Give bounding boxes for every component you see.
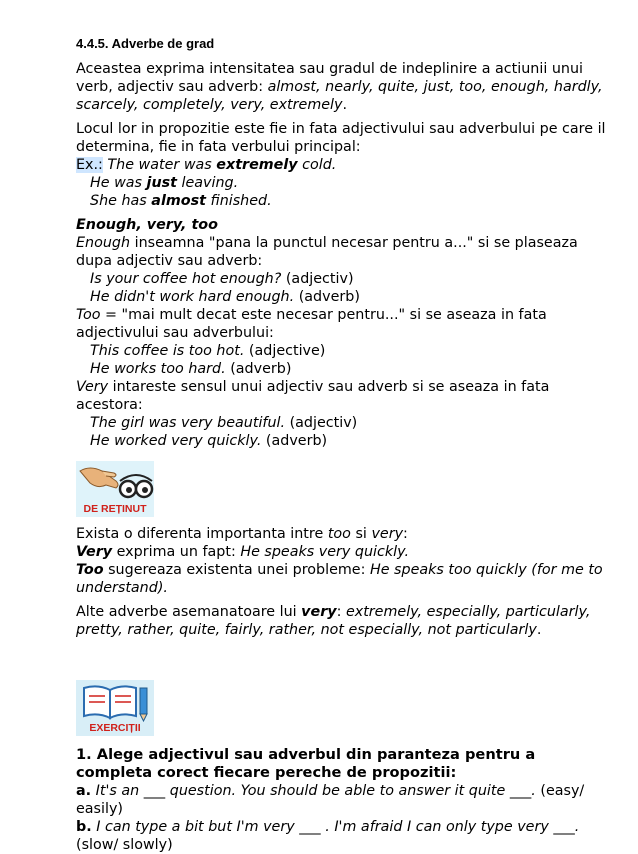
exercitii-label: EXERCIȚII — [89, 722, 141, 734]
very-example-1: The girl was very beautiful. (adjectiv) — [90, 415, 358, 431]
intro-paragraph: Aceastea exprima intensitatea sau gradul de indeplinire a actiunii unui verb, adjectiv sau adverb: almost, nearly, quite, just, too, enough, hardly, scarcely, completely, very, extremely. — [76, 61, 603, 113]
very-fact-line: Very exprima un fapt: He speaks very quickly. — [76, 544, 410, 560]
exercise-item-b: b. I can type a bit but I'm very ___ . I'm afraid I can only type very ___. (slow/ slowly) — [76, 819, 580, 853]
enough-very-too-title: Enough, very, too — [76, 217, 218, 233]
document-page — [76, 36, 606, 854]
very-definition: Very intareste sensul unui adjectiv sau adverb si se aseaza in fata acestora: — [76, 379, 550, 413]
de-retinut-badge — [76, 461, 154, 517]
too-example-2: He works too hard. (adverb) — [90, 361, 292, 377]
other-adverbs-line: Alte adverbe asemanatoare lui very: extremely, especially, particularly, pretty, rather, quite, fairly, rather, not especially, not particularly. — [76, 604, 591, 638]
difference-line: Exista o diferenta importanta intre too si very: — [76, 526, 408, 542]
ex-label: Ex.: — [76, 157, 103, 173]
enough-example-2: He didn't work hard enough. (adverb) — [90, 289, 360, 305]
book-pencil-icon — [76, 680, 154, 722]
enough-example-1: Is your coffee hot enough? (adjectiv) — [90, 271, 354, 287]
very-example-2: He worked very quickly. (adverb) — [90, 433, 328, 449]
enough-definition: Enough inseamna "pana la punctul necesar pentru a..." si se plaseaza dupa adjectiv sau adverb: — [76, 235, 578, 269]
de-retinut-label: DE REȚINUT — [83, 503, 147, 515]
too-definition: Too = "mai mult decat este necesar pentru..." si se aseaza in fata adjectivului sau adverbului: — [76, 307, 547, 341]
pointing-hand-glasses-icon — [76, 461, 154, 503]
example-line-2: He was just leaving. — [90, 175, 239, 191]
position-paragraph: Locul lor in propozitie este fie in fata adjectivului sau adverbului pe care il determina, fie in fata verbului principal: — [76, 121, 606, 155]
exercise-item-a: a. It's an ___ question. You should be able to answer it quite ___. (easy/ easily) — [76, 783, 585, 817]
example-line-1: Ex.: The water was extremely cold. — [76, 157, 337, 173]
section-heading: 4.4.5. Adverbe de grad — [76, 36, 215, 51]
too-problem-line: Too sugereaza existenta unei probleme: He speaks too quickly (for me to understand). — [76, 562, 603, 596]
example-line-3: She has almost finished. — [90, 193, 272, 209]
intro-examples: almost, nearly, quite, just, too, enough, hardly, scarcely, completely, very, extremely — [76, 79, 603, 113]
too-example-1: This coffee is too hot. (adjective) — [90, 343, 326, 359]
exercitii-badge — [76, 680, 154, 736]
exercise-title: 1. Alege adjectivul sau adverbul din paranteza pentru a completa corect fiecare pereche de propozitii: — [76, 746, 536, 781]
